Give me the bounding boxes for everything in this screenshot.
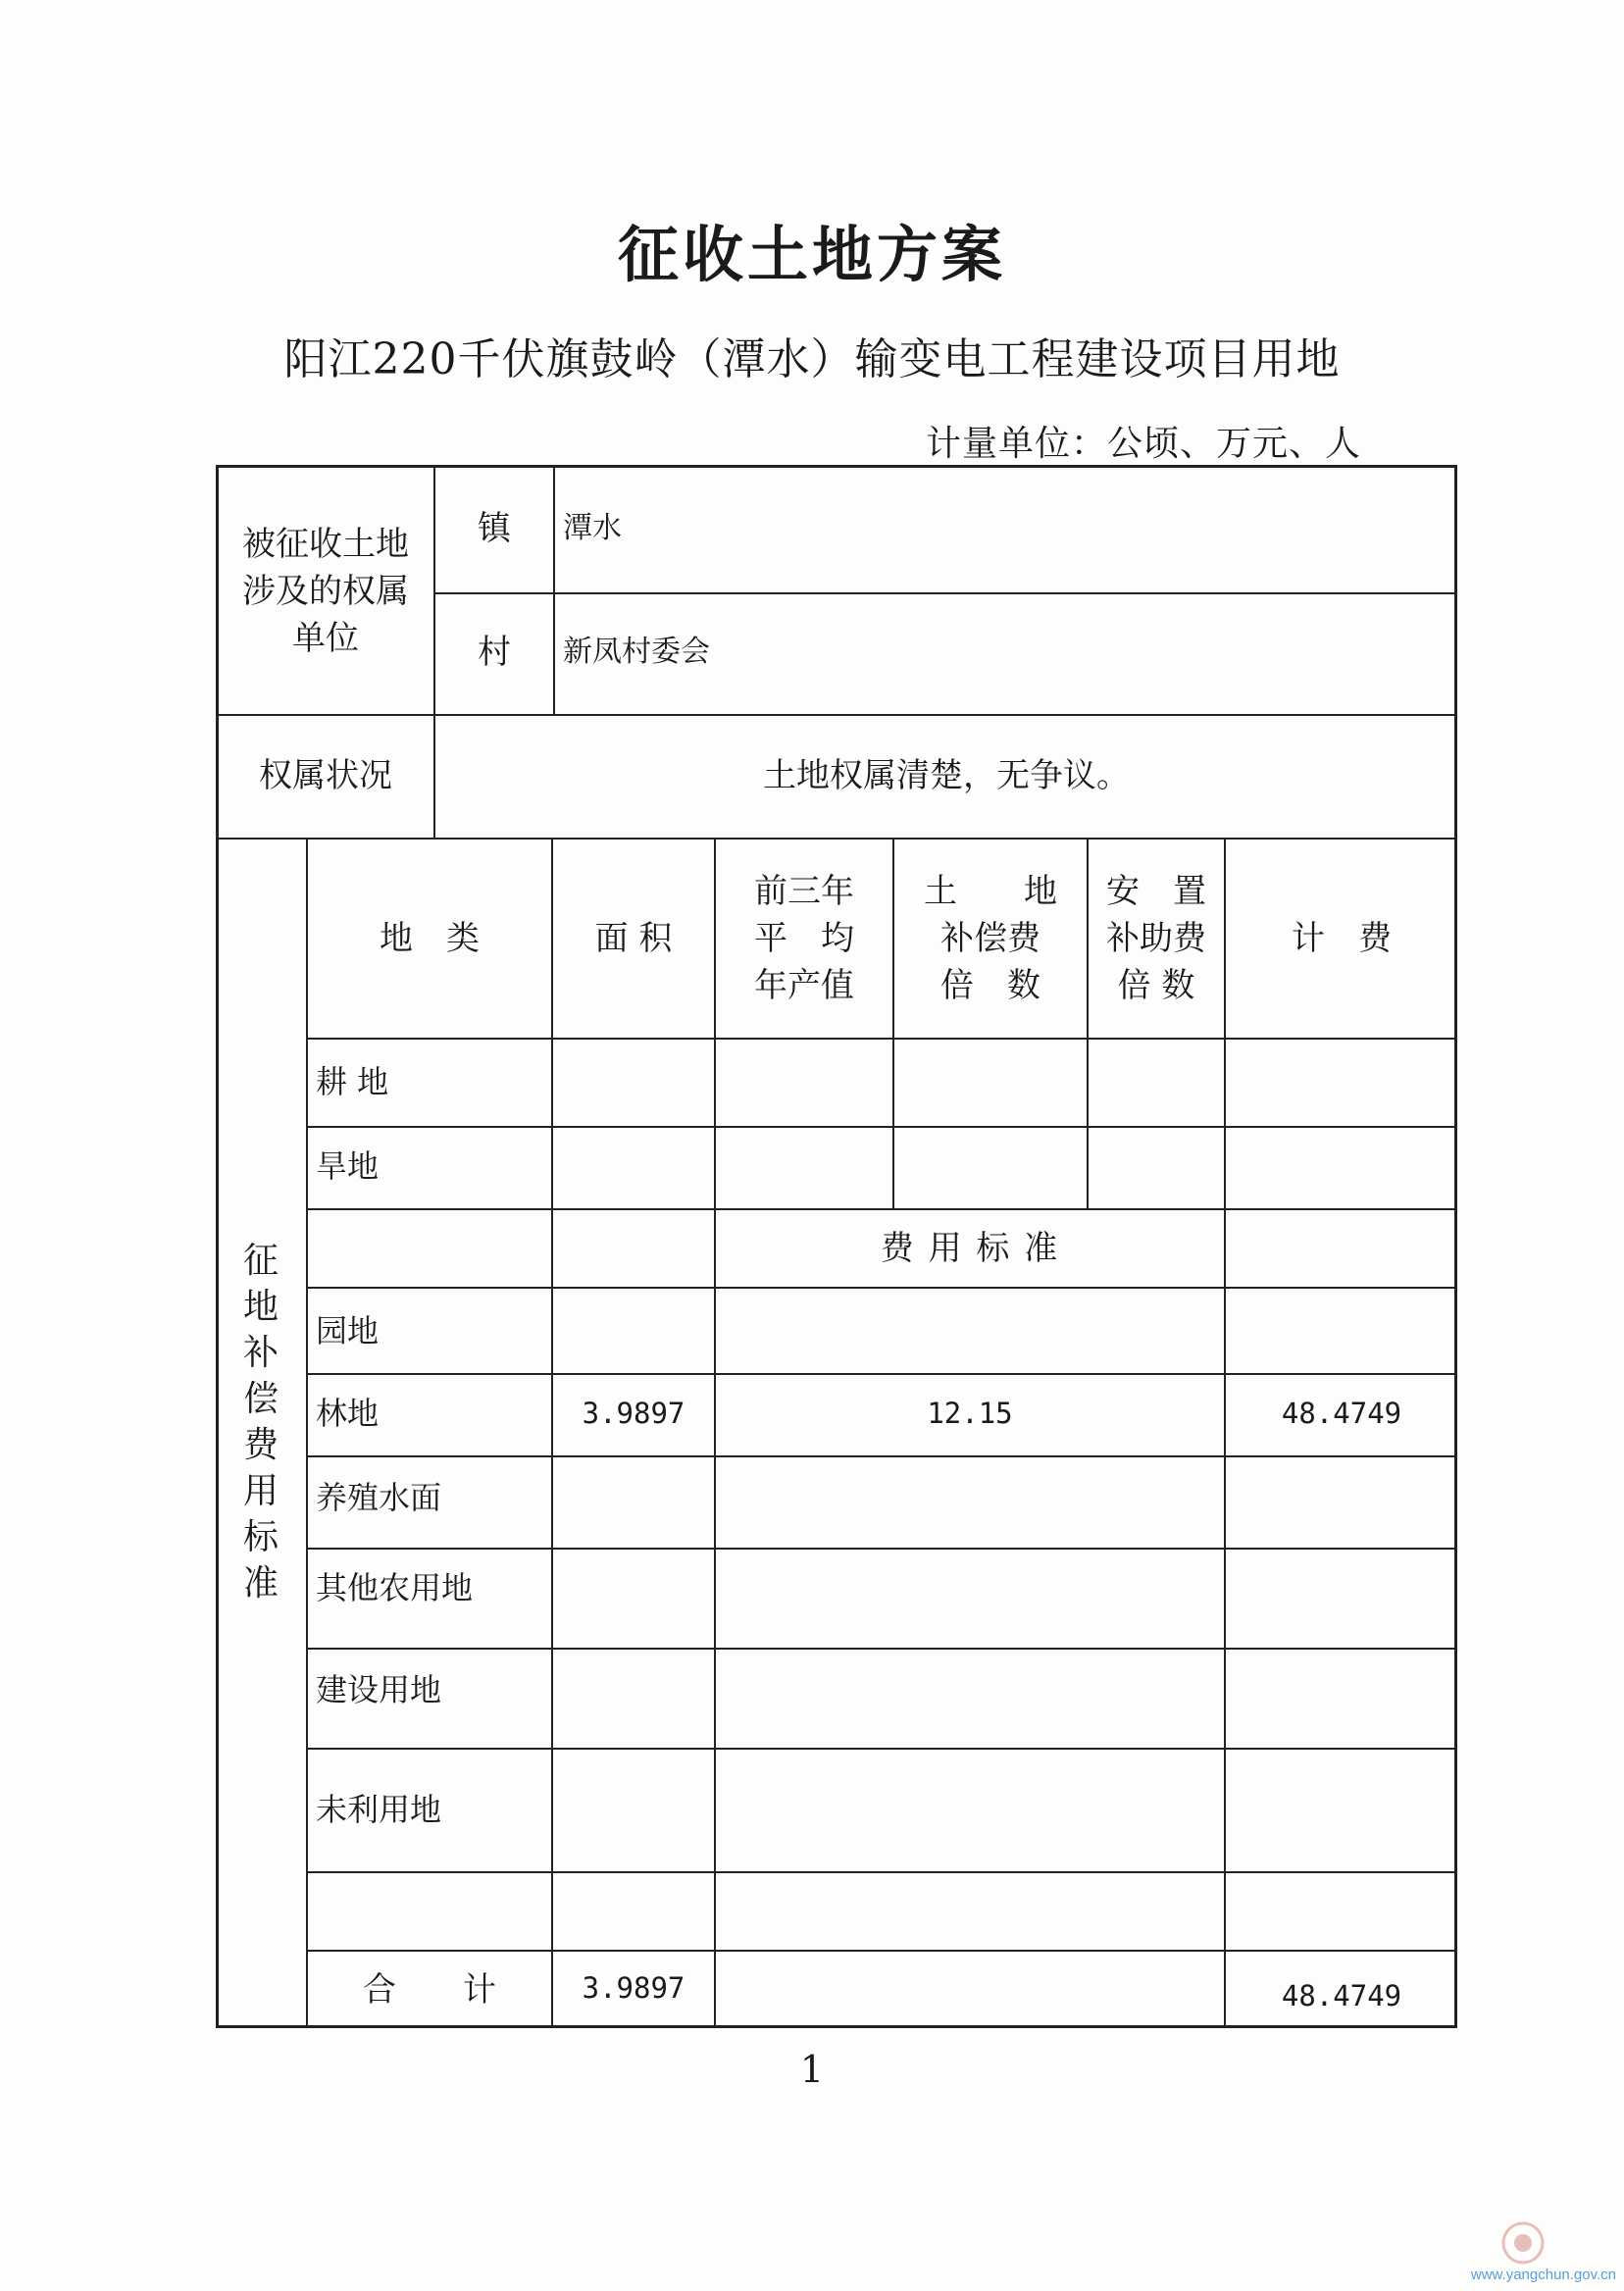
row-construction: 建设用地 bbox=[316, 1671, 442, 1708]
forest-fee: 48.4749 bbox=[1281, 1397, 1402, 1430]
forest-area: 3.9897 bbox=[582, 1397, 685, 1430]
side-char: 地 bbox=[242, 1287, 279, 1327]
page-number: 1 bbox=[799, 2048, 825, 2091]
side-char: 偿 bbox=[242, 1379, 279, 1419]
divider bbox=[306, 1373, 1457, 1375]
divider bbox=[306, 1748, 1457, 1750]
header-resettle-3: 倍 数 bbox=[1117, 966, 1195, 1005]
document-subtitle: 阳江220千伏旗鼓岭（潭水）输变电工程建设项目用地 bbox=[283, 334, 1341, 384]
header-land-type: 地 类 bbox=[380, 919, 480, 958]
side-char: 标 bbox=[242, 1517, 279, 1557]
owner-label-line1: 被征收土地 bbox=[242, 525, 409, 564]
header-land-multiple-2: 补偿费 bbox=[940, 919, 1040, 958]
header-land-multiple-1: 土 地 bbox=[924, 872, 1057, 911]
side-char: 用 bbox=[242, 1471, 279, 1511]
row-cultivated: 耕 地 bbox=[316, 1063, 389, 1100]
divider bbox=[306, 1648, 1457, 1650]
divider bbox=[306, 1287, 1457, 1289]
divider bbox=[306, 1548, 1457, 1550]
town-label: 镇 bbox=[478, 509, 511, 548]
side-char: 补 bbox=[242, 1333, 279, 1373]
total-area: 3.9897 bbox=[582, 1971, 685, 2005]
owner-label-line2: 涉及的权属 bbox=[242, 572, 409, 611]
header-avg-output-3: 年产值 bbox=[754, 966, 854, 1005]
document-title: 征收土地方案 bbox=[617, 219, 1006, 290]
row-unused: 未利用地 bbox=[316, 1791, 442, 1828]
side-char: 征 bbox=[242, 1241, 279, 1281]
header-area: 面 积 bbox=[594, 919, 673, 958]
header-fee: 计 费 bbox=[1292, 919, 1392, 958]
total-label: 合 计 bbox=[363, 1970, 496, 2010]
divider bbox=[553, 465, 555, 714]
ownership-value: 土地权属清楚，无争议。 bbox=[763, 756, 1130, 795]
row-garden: 园地 bbox=[316, 1312, 380, 1349]
watermark-seal-icon bbox=[1500, 2220, 1546, 2266]
total-fee: 48.4749 bbox=[1281, 1979, 1402, 2012]
side-char: 费 bbox=[242, 1425, 279, 1465]
row-forest: 林地 bbox=[316, 1395, 380, 1432]
divider bbox=[306, 1871, 1457, 1873]
ownership-label: 权属状况 bbox=[259, 756, 392, 795]
divider bbox=[306, 1126, 1457, 1128]
village-value: 新凤村委会 bbox=[563, 635, 710, 669]
row-dry: 旱地 bbox=[316, 1147, 380, 1185]
row-other-agri: 其他农用地 bbox=[316, 1569, 474, 1606]
forest-standard: 12.15 bbox=[927, 1397, 1013, 1430]
divider bbox=[306, 1950, 1457, 1952]
compensation-side-label bbox=[231, 1238, 290, 1606]
standard-header: 费 用 标 准 bbox=[880, 1229, 1060, 1268]
measurement-unit: 计量单位：公顷、万元、人 bbox=[925, 424, 1361, 464]
header-resettle-2: 补助费 bbox=[1106, 919, 1206, 958]
divider bbox=[306, 1208, 1457, 1210]
watermark-url: www.yangchun.gov.cn bbox=[1470, 2266, 1616, 2283]
town-value: 潭水 bbox=[563, 511, 622, 545]
header-avg-output-1: 前三年 bbox=[754, 872, 854, 911]
side-char: 准 bbox=[242, 1563, 279, 1604]
village-label: 村 bbox=[478, 633, 511, 672]
row-aquaculture: 养殖水面 bbox=[316, 1479, 442, 1516]
header-land-multiple-3: 倍 数 bbox=[940, 966, 1040, 1005]
owner-label-line3: 单位 bbox=[292, 619, 359, 658]
divider bbox=[433, 592, 1457, 594]
divider bbox=[306, 838, 308, 2028]
divider bbox=[306, 1455, 1457, 1457]
divider bbox=[216, 838, 1457, 840]
header-resettle-1: 安 置 bbox=[1106, 872, 1206, 911]
header-avg-output-2: 平 均 bbox=[754, 919, 854, 958]
divider bbox=[216, 714, 1457, 716]
divider bbox=[306, 1038, 1457, 1040]
